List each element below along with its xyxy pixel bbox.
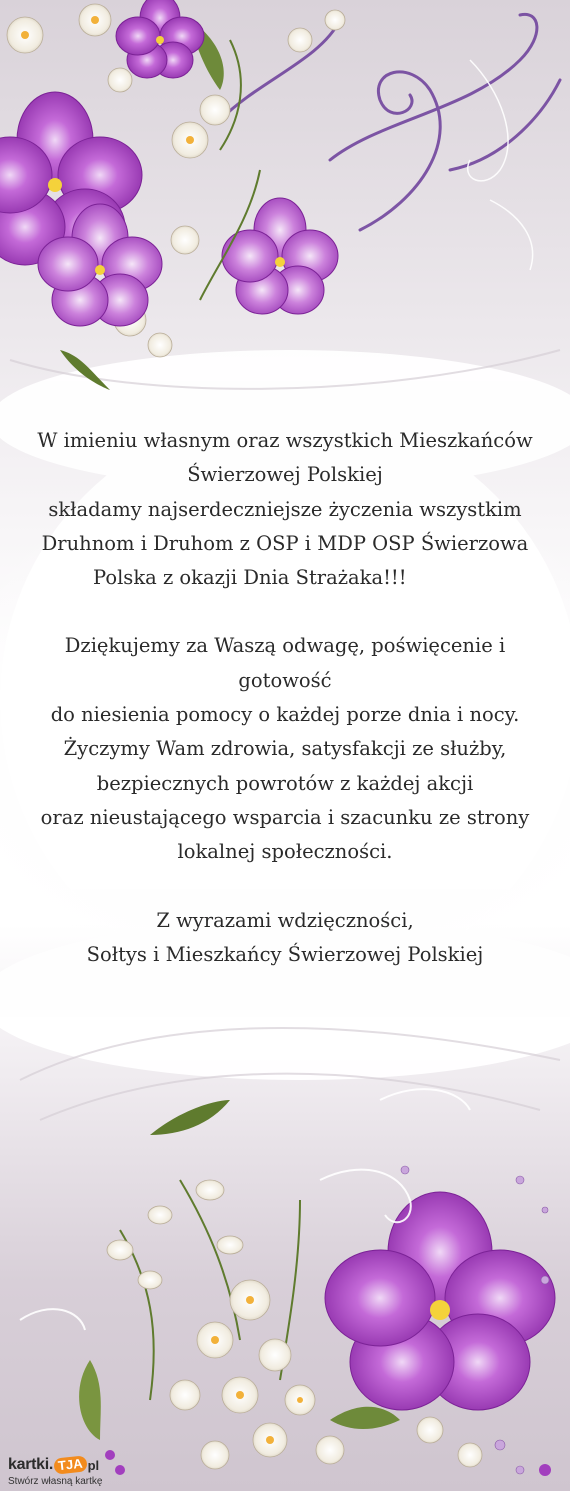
message-line: składamy najserdeczniejsze życzenia wszystkim bbox=[48, 497, 522, 521]
closing-line: Z wyrazami wdzięczności, bbox=[156, 908, 414, 932]
kartki-logo[interactable] bbox=[8, 1455, 128, 1489]
logo-tld: pl bbox=[87, 1457, 100, 1473]
logo-tagline: Stwórz własną kartkę bbox=[8, 1476, 103, 1487]
top-flower-cluster bbox=[0, 0, 345, 390]
logo-badge: TJA bbox=[53, 1455, 87, 1474]
logo-word: kartki. bbox=[8, 1456, 54, 1473]
message-line: W imieniu własnym oraz wszystkich Mieszkańców bbox=[37, 429, 533, 452]
message-line: do niesienia pomocy o każdej porze dnia i nocy. bbox=[50, 703, 520, 727]
message-line: Świerzowej Polskiej bbox=[187, 463, 383, 487]
top-swirls bbox=[220, 14, 560, 230]
bottom-flower-cluster bbox=[20, 1089, 555, 1476]
message-line: Dziękujemy za Waszą odwagę, poświęcenie i bbox=[64, 634, 506, 658]
message-line: Polska z okazji Dnia Strażaka!!! bbox=[93, 566, 407, 590]
greeting-message bbox=[20, 424, 550, 972]
message-line: Druhnom i Druhom z OSP i MDP OSP Świerzowa bbox=[41, 531, 529, 555]
message-line: bezpiecznych powrotów z każdej akcji bbox=[96, 771, 474, 795]
message-line: gotowość bbox=[238, 668, 332, 692]
message-line: lokalnej społeczności. bbox=[177, 840, 393, 864]
message-line: oraz nieustającego wsparcia i szacunku ze strony bbox=[40, 805, 530, 829]
signature-line: Sołtys i Mieszkańcy Świerzowej Polskiej bbox=[86, 942, 484, 966]
message-line: Życzymy Wam zdrowia, satysfakcji ze służby, bbox=[63, 737, 507, 761]
